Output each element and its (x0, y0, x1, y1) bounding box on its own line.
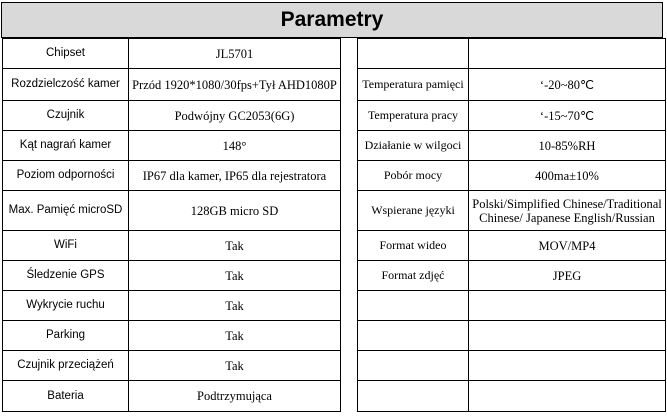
right-spec-row (358, 381, 666, 412)
left-spec-row (3, 131, 341, 161)
spec-value (469, 381, 666, 412)
spec-label (358, 39, 469, 69)
left-spec-row (3, 161, 341, 191)
right-spec-row (358, 291, 666, 321)
right-spec-row (358, 69, 666, 101)
right-spec-row (358, 131, 666, 161)
spec-label: Poziom odporności (3, 161, 129, 191)
left-spec-row (3, 231, 341, 261)
right-spec-row (358, 231, 666, 261)
spec-label: Bateria (3, 381, 129, 412)
spec-label (358, 351, 469, 381)
spec-label: Rozdzielczość kamer (3, 69, 129, 101)
right-spec-row (358, 321, 666, 351)
spec-value: IP67 dla kamer, IP65 dla rejestratora (129, 161, 341, 191)
right-spec-row (358, 101, 666, 131)
spec-label: Format zdjęć (358, 261, 469, 291)
spec-value: ‘-15~70℃ (469, 101, 666, 131)
left-spec-row (3, 101, 341, 131)
left-spec-row (3, 191, 341, 231)
spec-value (469, 39, 666, 69)
spec-label: WiFi (3, 231, 129, 261)
spec-value: MOV/MP4 (469, 231, 666, 261)
left-spec-row (3, 261, 341, 291)
left-spec-row (3, 69, 341, 101)
spec-label: Wykrycie ruchu (3, 291, 129, 321)
spec-value: JL5701 (129, 39, 341, 69)
spec-label: Czujnik (3, 101, 129, 131)
right-spec-row (358, 351, 666, 381)
spec-value: ‘-20~80℃ (469, 69, 666, 101)
spec-table-right (357, 38, 666, 412)
spec-table-left (2, 38, 341, 412)
spec-label: Max. Pamięć microSD (3, 191, 129, 231)
spec-value: Przód 1920*1080/30fps+Tył AHD1080P (129, 69, 341, 101)
spec-label: Wspierane języki (358, 191, 469, 231)
spec-label: Temperatura pracy (358, 101, 469, 131)
spec-value: Tak (129, 291, 341, 321)
spec-value: Tak (129, 351, 341, 381)
spec-label: Format wideo (358, 231, 469, 261)
spec-label (358, 381, 469, 412)
spec-value: Tak (129, 321, 341, 351)
spec-label: Działanie w wilgoci (358, 131, 469, 161)
left-spec-row (3, 381, 341, 412)
left-spec-row (3, 321, 341, 351)
spec-value (469, 291, 666, 321)
spec-value: 400ma±10% (469, 161, 666, 191)
spec-label: Pobór mocy (358, 161, 469, 191)
spec-label: Chipset (3, 39, 129, 69)
left-spec-row (3, 39, 341, 69)
spec-value: Tak (129, 261, 341, 291)
spec-value: 128GB micro SD (129, 191, 341, 231)
spec-label (358, 291, 469, 321)
left-spec-row (3, 291, 341, 321)
spec-title: Parametry (1, 2, 663, 38)
right-spec-row (358, 39, 666, 69)
spec-label: Parking (3, 321, 129, 351)
spec-label (358, 321, 469, 351)
spec-value: JPEG (469, 261, 666, 291)
spec-label: Śledzenie GPS (3, 261, 129, 291)
spec-value: 148° (129, 131, 341, 161)
right-spec-row (358, 261, 666, 291)
spec-value: Podtrzymująca (129, 381, 341, 412)
right-spec-row (358, 191, 666, 231)
spec-value: Polski/Simplified Chinese/Traditional Chinese/ Japanese English/Russian (469, 191, 666, 231)
spec-value (469, 351, 666, 381)
right-spec-row (358, 161, 666, 191)
spec-label: Czujnik przeciążeń (3, 351, 129, 381)
spec-value (469, 321, 666, 351)
spec-value: Tak (129, 231, 341, 261)
spec-value: Podwójny GC2053(6G) (129, 101, 341, 131)
spec-label: Kąt nagrań kamer (3, 131, 129, 161)
spec-value: 10-85%RH (469, 131, 666, 161)
left-spec-row (3, 351, 341, 381)
spec-label: Temperatura pamięci (358, 69, 469, 101)
